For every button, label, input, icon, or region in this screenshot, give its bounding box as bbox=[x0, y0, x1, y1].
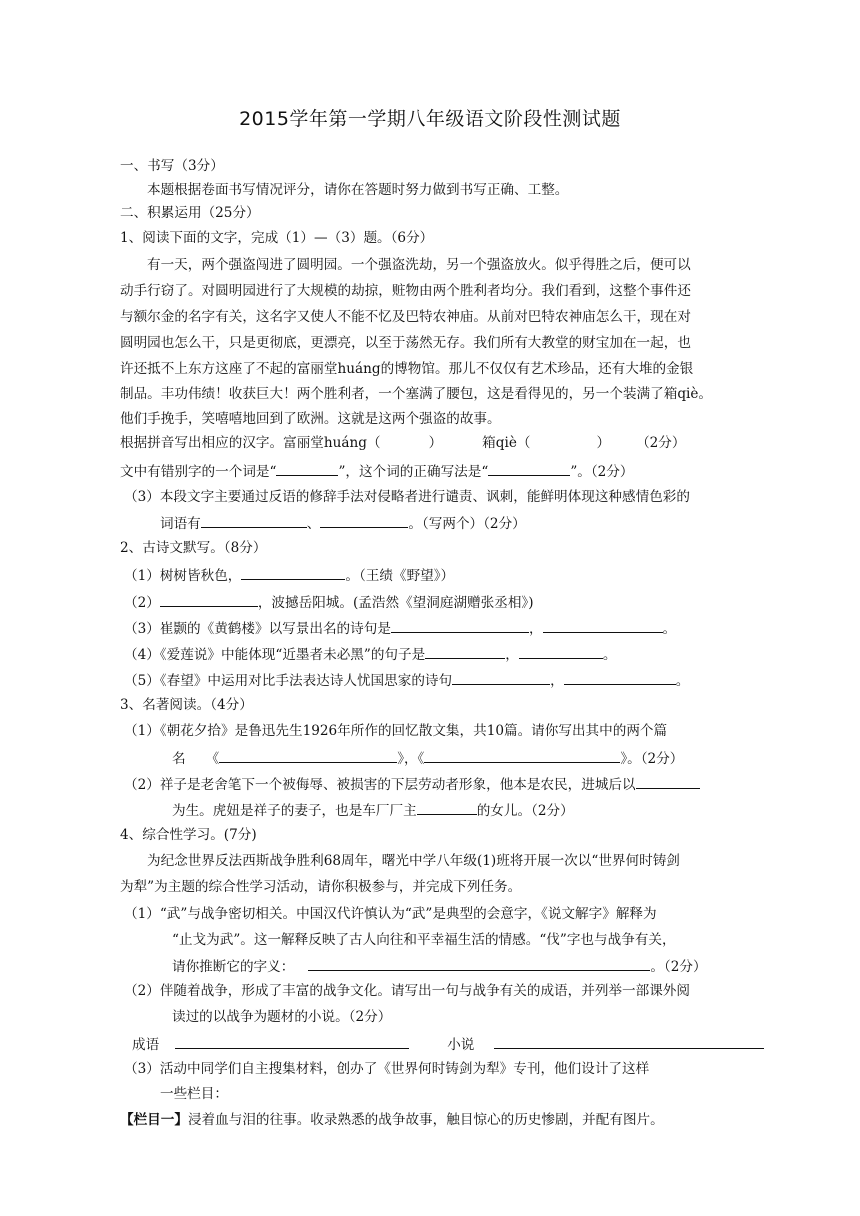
column-1-line bbox=[120, 1111, 664, 1129]
q1-part-1-close-2: ） bbox=[596, 435, 611, 451]
q3-line-2b bbox=[172, 800, 574, 820]
q1-part-2-prompt: 文中有错别字的一个词是“ bbox=[120, 464, 277, 480]
q2-line-4-end: 。 bbox=[602, 647, 617, 663]
q1-part-3-end: 。（写两个）（2分） bbox=[408, 516, 526, 532]
answer-blank-job[interactable] bbox=[636, 774, 700, 789]
q2-line-5-comma: ， bbox=[550, 673, 564, 689]
q2-line-3-end: 。 bbox=[662, 621, 677, 637]
q1-part-3-prompt: 词语有 bbox=[160, 516, 201, 532]
q4-part-2-line-2: 读过的以战争为题材的小说。（2分） bbox=[172, 1009, 392, 1025]
question-4-heading: 4、综合性学习。(7分) bbox=[120, 827, 257, 843]
answer-blank-owner[interactable] bbox=[417, 800, 477, 815]
page-title: 2015学年第一学期八年级语文阶段性测试题 bbox=[239, 108, 621, 130]
q4-intro-line-1: 为纪念世界反法西斯战争胜利68周年，曙光中学八年级(1)班将开展一次以“世界何时铸剑 bbox=[147, 853, 680, 869]
answer-blank-essay-1[interactable] bbox=[219, 748, 397, 763]
q2-line-2-text: ，波撼岳阳城。(孟浩然《望洞庭湖赠张丞相》) bbox=[257, 595, 534, 611]
passage-line: 许还抵不上东方这座了不起的富丽堂huáng的博物馆。那儿不仅仅有艺术珍品，还有大堆的金银 bbox=[120, 361, 694, 377]
q4-part-1-line-2: “止戈为武”。这一解释反映了古人向往和平幸福生活的情感。“伐”字也与战争有关， bbox=[172, 932, 676, 948]
passage-line: 有一天，两个强盗闯进了圆明园。一个强盗洗劫，另一个强盗放火。似乎得胜之后，便可以 bbox=[147, 257, 691, 273]
q3-open-1: 《 bbox=[205, 751, 220, 767]
question-1-heading: 1、阅读下面的文字，完成（1）—（3）题。（6分） bbox=[120, 230, 434, 246]
q4-part-1-prompt: 请你推断它的字义： bbox=[172, 959, 295, 975]
q3-line-2-text: （2）祥子是老舍笔下一个被侮辱、被损害的下层劳动者形象，他本是农民，进城后以 bbox=[124, 777, 636, 793]
q2-line-5 bbox=[124, 670, 689, 690]
q2-line-5-end: 。 bbox=[675, 673, 690, 689]
q3-line-1b bbox=[172, 748, 683, 768]
column-1-text: 浸着血与泪的往事。收录熟悉的战争故事，触目惊心的历史惨剧，并配有图片。 bbox=[187, 1112, 664, 1128]
q1-part-3-sep: 、 bbox=[306, 516, 321, 532]
q2-line-4 bbox=[124, 644, 616, 664]
answer-blank-fa-meaning[interactable] bbox=[308, 956, 650, 971]
q1-part-1-score: （2分） bbox=[636, 435, 686, 451]
q2-line-1 bbox=[124, 565, 454, 585]
q3-line-2 bbox=[124, 774, 700, 794]
q3-mid: 》，《 bbox=[397, 751, 425, 767]
answer-blank-correct-word[interactable] bbox=[488, 461, 570, 476]
passage-line: 动手行窃了。对圆明园进行了大规模的劫掠，赃物由两个胜利者均分。我们看到，这整个事件还 bbox=[120, 283, 691, 299]
answer-blank-novel[interactable] bbox=[494, 1034, 764, 1049]
q2-line-2 bbox=[124, 592, 534, 612]
q2-line-1-text: （1）树树皆秋色， bbox=[124, 568, 242, 584]
column-1-tag: 【栏目一】 bbox=[120, 1112, 188, 1128]
q4-part-2-line-1: （2）伴随着战争，形成了丰富的战争文化。请写出一句与战争有关的成语，并列举一部课外阅 bbox=[124, 983, 690, 999]
q4-part-1-score: 。（2分） bbox=[650, 959, 707, 975]
q1-part-1-prompt: 根据拼音写出相应的汉字。富丽堂huáng（ bbox=[120, 435, 381, 451]
answer-blank-poem-5b[interactable] bbox=[564, 670, 676, 685]
q2-line-5-text: （5）《春望》中运用对比手法表达诗人忧国思家的诗句 bbox=[124, 673, 453, 689]
answer-blank-poem-4a[interactable] bbox=[425, 644, 505, 659]
q4-part-3-line-2: 一些栏目： bbox=[160, 1086, 228, 1102]
q1-part-3-line-1: （3）本段文字主要通过反语的修辞手法对侵略者进行谴责、讽刺，能鲜明体现这种感情色彩的 bbox=[124, 489, 690, 505]
q2-line-4-text: （4）《爱莲说》中能体现“近墨者未必黑”的句子是 bbox=[124, 647, 426, 663]
answer-blank-idiom[interactable] bbox=[175, 1034, 409, 1049]
q4-intro-line-2: 为犁”为主题的综合性学习活动，请你积极参与，并完成下列任务。 bbox=[120, 879, 522, 895]
answer-blank-poem-2[interactable] bbox=[160, 592, 258, 607]
q2-line-2-num: （2） bbox=[124, 595, 160, 611]
q1-part-2-end: ”。（2分） bbox=[570, 464, 634, 480]
q4-part-1-line-3 bbox=[172, 956, 707, 976]
q1-part-1-close: ） bbox=[428, 435, 443, 451]
q1-part-2-mid: ”，这个词的正确写法是“ bbox=[338, 464, 489, 480]
q2-line-3-text: （3）崔颢的《黄鹤楼》以写景出名的诗句是 bbox=[124, 621, 391, 637]
answer-blank-poem-1[interactable] bbox=[241, 565, 345, 580]
q4-part-3-line-1: （3）活动中同学们自主搜集材料，创办了《世界何时铸剑为犁》专刊，他们设计了这样 bbox=[124, 1061, 650, 1077]
passage-line: 制品。丰功伟绩！收获巨大！两个胜利者，一个塞满了腰包，这是看得见的，另一个装满了箱qiè。 bbox=[120, 386, 713, 402]
q3-line-1b-label: 名 bbox=[172, 751, 186, 767]
q3-end: 》。（2分） bbox=[620, 751, 684, 767]
section-1-heading: 一、书写（3分） bbox=[120, 158, 224, 174]
passage-line: 与额尔金的名字有关，这名字又使人不能不忆及巴特农神庙。从前对巴特农神庙怎么干，现在对 bbox=[120, 309, 691, 325]
q3-line-2b-text: 为生。虎妞是祥子的妻子，也是车厂厂主 bbox=[172, 803, 417, 819]
q3-line-1: （1）《朝花夕拾》是鲁迅先生1926年所作的回忆散文集，共10篇。请你写出其中的两个篇 bbox=[124, 723, 668, 739]
answer-blank-poem-3b[interactable] bbox=[543, 618, 663, 633]
answer-blank-poem-5a[interactable] bbox=[452, 670, 550, 685]
q4-part-2-answers bbox=[132, 1034, 764, 1054]
section-2-heading: 二、积累运用（25分） bbox=[120, 205, 260, 221]
question-2-heading: 2、古诗文默写。（8分） bbox=[120, 540, 267, 556]
q3-line-2b-end: 的女儿。（2分） bbox=[476, 803, 574, 819]
q1-part-3-line-2 bbox=[160, 513, 526, 533]
q1-part-1 bbox=[120, 434, 686, 452]
answer-blank-word-2[interactable] bbox=[320, 513, 408, 528]
passage-line: 他们手挽手，笑嘻嘻地回到了欧洲。这就是这两个强盗的故事。 bbox=[120, 411, 501, 427]
answer-blank-poem-3a[interactable] bbox=[391, 618, 529, 633]
q2-line-4-comma: ， bbox=[505, 647, 519, 663]
section-1-text: 本题根据卷面书写情况评分，请你在答题时努力做到书写正确、工整。 bbox=[147, 182, 569, 198]
answer-blank-essay-2[interactable] bbox=[424, 748, 620, 763]
answer-blank-wrong-word[interactable] bbox=[276, 461, 338, 476]
novel-label: 小说 bbox=[447, 1037, 475, 1053]
q2-line-1-source: 。（王绩《野望》） bbox=[345, 568, 455, 584]
q1-part-2 bbox=[120, 461, 634, 481]
q2-line-3-comma: ， bbox=[528, 621, 543, 637]
answer-blank-word-1[interactable] bbox=[201, 513, 307, 528]
question-3-heading: 3、名著阅读。（4分） bbox=[120, 697, 253, 713]
q2-line-3 bbox=[124, 618, 676, 638]
q1-part-1-prompt-qie: 箱qiè（ bbox=[482, 435, 531, 451]
passage-line: 圆明园也怎么干，只是更彻底，更漂亮，以至于荡然无存。我们所有大教堂的财宝加在一起，也 bbox=[120, 335, 691, 351]
answer-blank-poem-4b[interactable] bbox=[519, 644, 603, 659]
q4-part-1-line-1: （1）“武”与战争密切相关。中国汉代许慎认为“武”是典型的会意字，《说文解字》解释为 bbox=[124, 906, 657, 922]
idiom-label: 成语 bbox=[132, 1037, 160, 1053]
